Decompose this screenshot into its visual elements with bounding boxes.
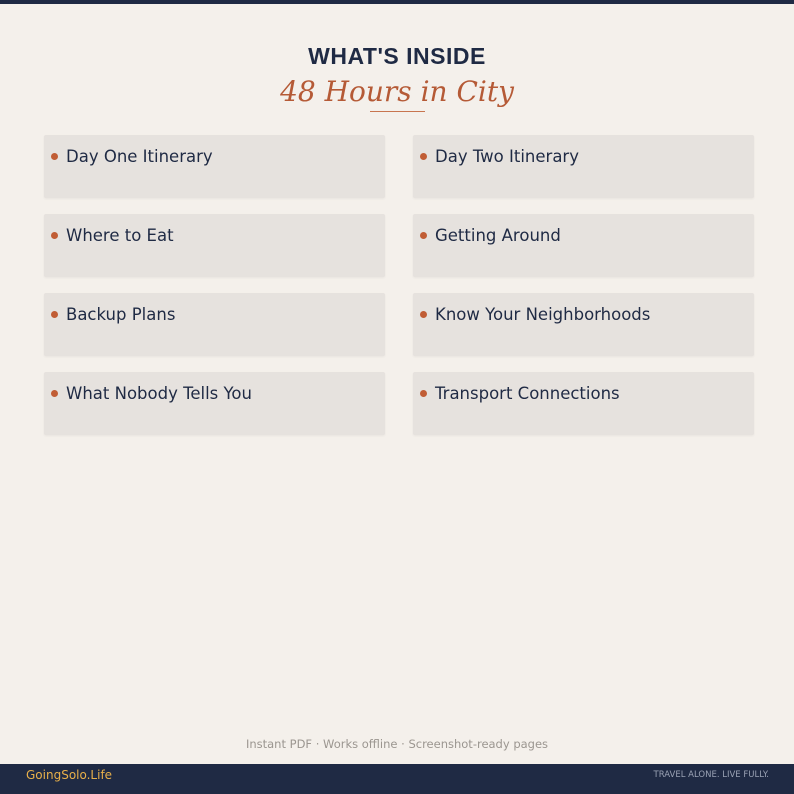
section-label: Transport Connections xyxy=(435,384,620,403)
section-label: Know Your Neighborhoods xyxy=(435,305,651,324)
bullet-dot-icon xyxy=(420,153,427,160)
top-accent-bar xyxy=(0,0,794,4)
section-card-transport-connections xyxy=(413,372,754,435)
bullet-dot-icon xyxy=(51,232,58,239)
section-label: Day One Itinerary xyxy=(66,147,213,166)
section-card-where-to-eat xyxy=(44,214,385,277)
section-card-know-your-neighborhoods xyxy=(413,293,754,356)
section-card-backup-plans xyxy=(44,293,385,356)
bullet-dot-icon xyxy=(51,153,58,160)
bullet-dot-icon xyxy=(51,311,58,318)
section-label: Day Two Itinerary xyxy=(435,147,579,166)
feature-tagline: Instant PDF · Works offline · Screenshot-ready pages xyxy=(245,737,549,751)
section-label: Getting Around xyxy=(435,226,561,245)
footer-motto: TRAVEL ALONE. LIVE FULLY. xyxy=(653,770,769,780)
page-title: WHAT'S INSIDE xyxy=(308,43,486,69)
section-label: What Nobody Tells You xyxy=(66,384,252,403)
sections-grid xyxy=(44,135,755,435)
subtitle-underline xyxy=(370,111,425,112)
footer-bar xyxy=(0,764,794,794)
bullet-dot-icon xyxy=(51,390,58,397)
section-label: Where to Eat xyxy=(66,226,174,245)
section-label: Backup Plans xyxy=(66,305,176,324)
section-card-day-one-itinerary xyxy=(44,135,385,198)
section-card-what-nobody-tells-you xyxy=(44,372,385,435)
bullet-dot-icon xyxy=(420,390,427,397)
bullet-dot-icon xyxy=(420,232,427,239)
section-card-getting-around xyxy=(413,214,754,277)
page-subtitle: 48 Hours in City xyxy=(280,75,514,108)
brand-name: GoingSolo.Life xyxy=(26,768,113,782)
bullet-dot-icon xyxy=(420,311,427,318)
section-card-day-two-itinerary xyxy=(413,135,754,198)
